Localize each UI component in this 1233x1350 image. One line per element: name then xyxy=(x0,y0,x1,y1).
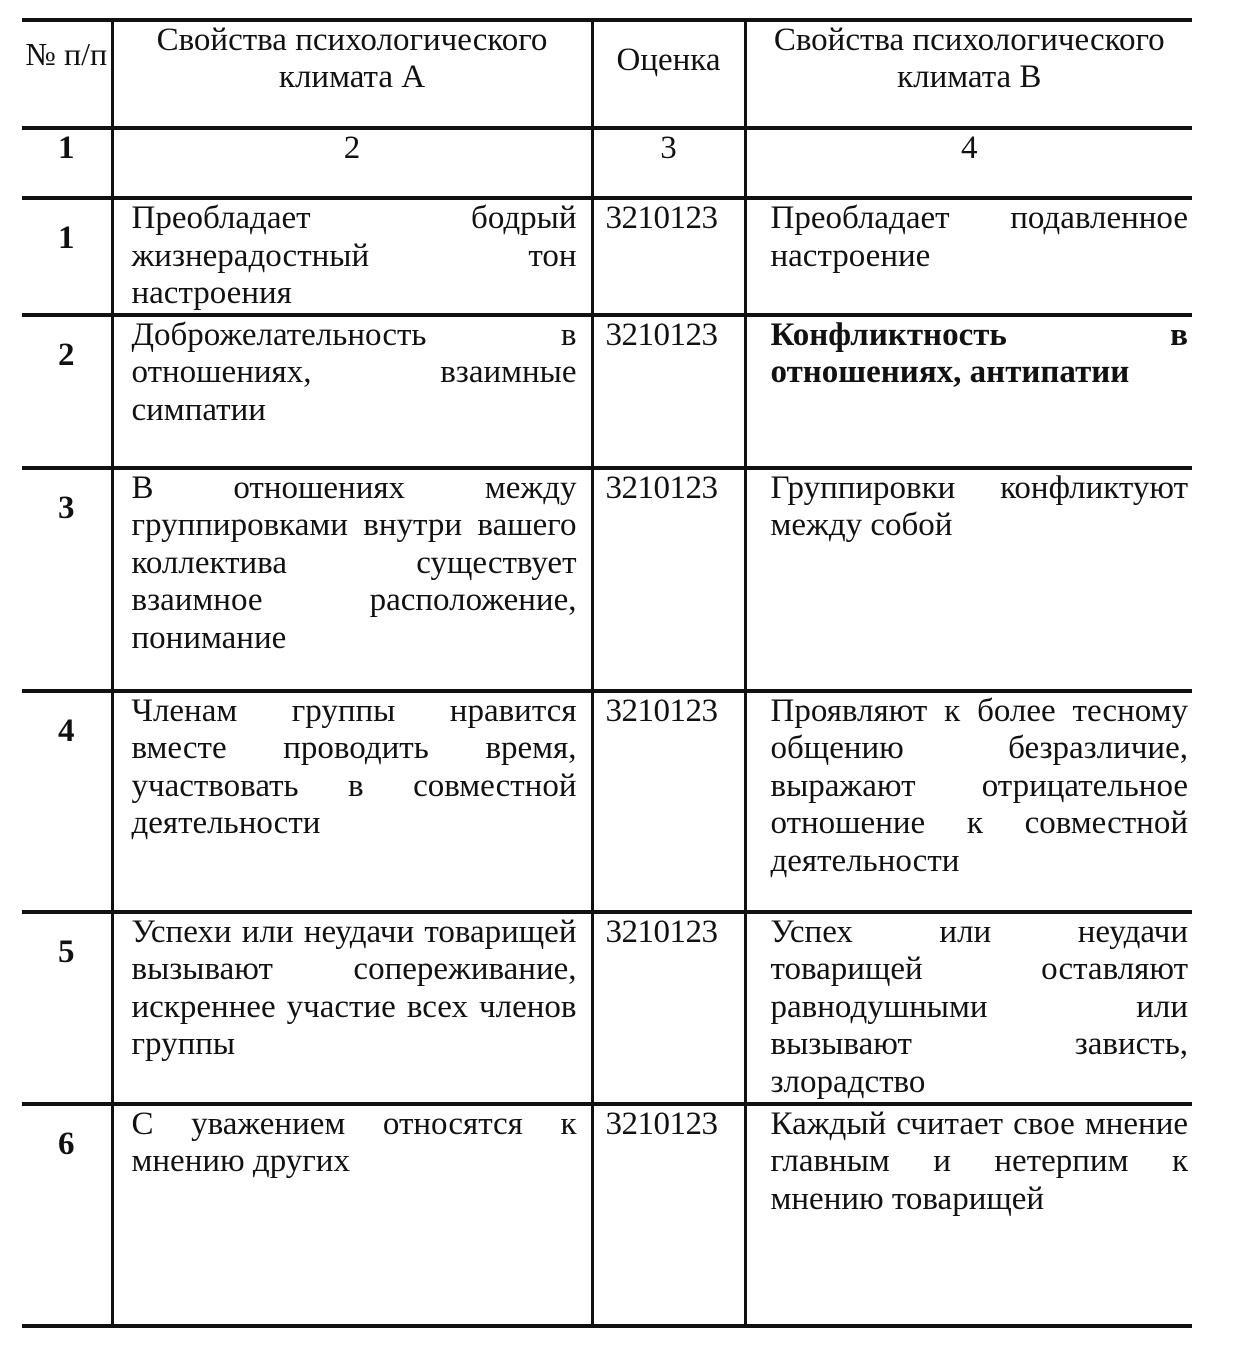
climate-a-cell: Доброжелательность в отношениях, взаимные симпатии xyxy=(112,315,592,468)
row-number: 5 xyxy=(22,912,112,1104)
column-number: 1 xyxy=(22,128,112,198)
table-row xyxy=(22,912,1192,1104)
climate-table-sheet xyxy=(22,18,1192,1328)
table-row xyxy=(22,468,1192,691)
row-number: 3 xyxy=(22,468,112,691)
climate-b-cell: Преобладает подавленное настроение xyxy=(745,198,1192,315)
climate-b-cell: Проявляют к более тесному общению безразличие, выражают отрицательное отношение к совместной деятельности xyxy=(745,691,1192,912)
header-number: № п/п xyxy=(22,20,112,128)
rating-scale: 3210123 xyxy=(592,315,745,468)
header-climate-b: Свойства психологического климата В xyxy=(745,20,1192,128)
climate-a-cell: Преобладает бодрый жизнерадостный тон настроения xyxy=(112,198,592,315)
table-row xyxy=(22,691,1192,912)
row-number: 2 xyxy=(22,315,112,468)
column-number-row xyxy=(22,128,1192,198)
header-rating: Оценка xyxy=(592,20,745,128)
header-row xyxy=(22,20,1192,128)
table-row xyxy=(22,315,1192,468)
climate-b-cell: Каждый считает свое мнение главным и нетерпим к мнению товарищей xyxy=(745,1104,1192,1326)
header-climate-a: Свойства психологического климата А xyxy=(112,20,592,128)
climate-a-cell: Членам группы нравится вместе проводить время, участвовать в совместной деятельности xyxy=(112,691,592,912)
column-number: 4 xyxy=(745,128,1192,198)
row-number: 1 xyxy=(22,198,112,315)
row-number: 6 xyxy=(22,1104,112,1326)
column-number: 3 xyxy=(592,128,745,198)
row-number: 4 xyxy=(22,691,112,912)
rating-scale: 3210123 xyxy=(592,468,745,691)
rating-scale: 3210123 xyxy=(592,912,745,1104)
climate-a-cell: Успехи или неудачи товарищей вызывают сопереживание, искреннее участие всех членов группы xyxy=(112,912,592,1104)
climate-b-cell: Успех или неудачи товарищей оставляют равнодушными или вызывают зависть, злорадство xyxy=(745,912,1192,1104)
climate-b-cell: Конфликтность в отношениях, антипатии xyxy=(745,315,1192,468)
table-row xyxy=(22,1104,1192,1326)
climate-a-cell: В отношениях между группировками внутри вашего коллектива существует взаимное расположение, понимание xyxy=(112,468,592,691)
climate-a-cell: С уважением относятся к мнению других xyxy=(112,1104,592,1326)
rating-scale: 3210123 xyxy=(592,1104,745,1326)
rating-scale: 3210123 xyxy=(592,691,745,912)
column-number: 2 xyxy=(112,128,592,198)
psychological-climate-table xyxy=(22,18,1192,1328)
climate-b-cell: Группировки конфликтуют между собой xyxy=(745,468,1192,691)
table-row xyxy=(22,198,1192,315)
rating-scale: 3210123 xyxy=(592,198,745,315)
